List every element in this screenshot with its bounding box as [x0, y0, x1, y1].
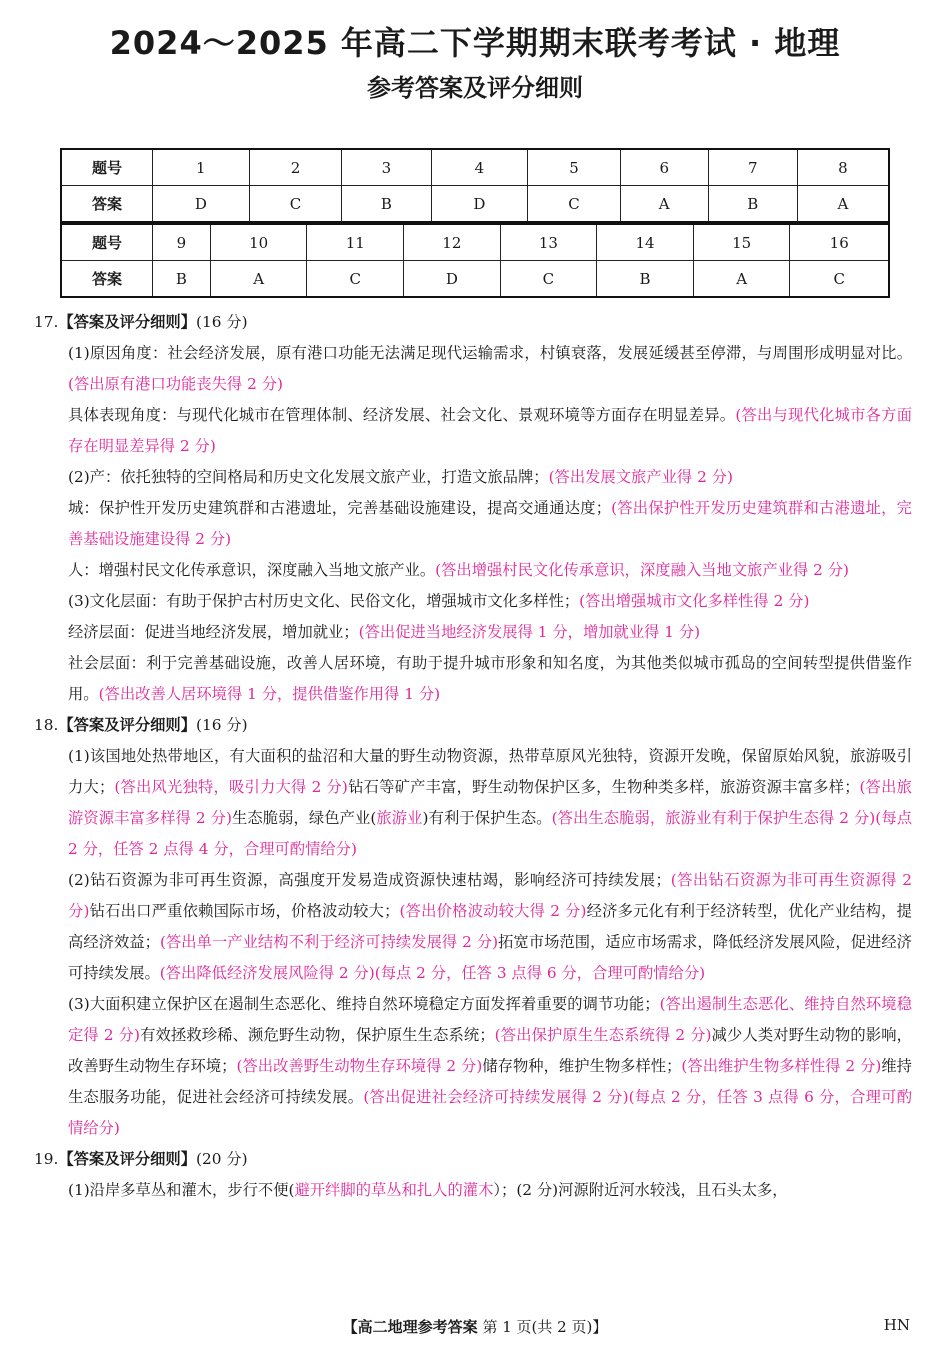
scoring-note: (答出与现代化城市各方面存在明显差异得 2 分): [68, 406, 912, 455]
answer-paragraph: [68, 989, 912, 1144]
answer-text: (2)产：依托独特的空间格局和历史文化发展文旅产业，打造文旅品牌；: [68, 468, 549, 486]
answer-cell: C: [500, 261, 597, 298]
answer-text: 城：保护性开发历史建筑群和古港遗址，完善基础设施建设，提高交通通达度；: [68, 499, 612, 517]
answer-paragraph: [68, 400, 912, 462]
answer-text: 储存物种，维护生物多样性；: [482, 1057, 682, 1075]
question-number: 18.: [34, 716, 59, 734]
answer-text: (1)原因角度：社会经济发展，原有港口功能无法满足现代运输需求，村镇衰落，发展延缓甚至停滞，与周围形成明显对比。: [68, 344, 912, 362]
answer-cell: C: [249, 186, 342, 223]
answer-cell: B: [597, 261, 694, 298]
question-number: 12: [404, 224, 501, 261]
answer-cell: C: [307, 261, 404, 298]
answer-paragraph: [68, 865, 912, 989]
question-head-label: 【答案及评分细则】: [58, 313, 197, 331]
answer-paragraph: [68, 741, 912, 865]
question-number: 4: [431, 149, 528, 186]
question-number-row: [61, 224, 889, 261]
answer-text: 具体表现角度：与现代化城市在管理体制、经济发展、社会文化、景观环境等方面存在明显差异。: [68, 406, 736, 424]
question-points: (16 分): [196, 313, 248, 331]
question-number: 7: [708, 149, 797, 186]
answer-text: (2)钻石资源为非可再生资源，高强度开发易造成资源快速枯竭，影响经济可持续发展；: [68, 871, 671, 889]
scoring-note: (答出原有港口功能丧失得 2 分): [68, 375, 283, 393]
question-number: 16: [790, 224, 889, 261]
question-number: 5: [528, 149, 621, 186]
scoring-note: 旅游业: [376, 809, 423, 827]
question-number: 19.: [34, 1150, 59, 1168]
answer-label: 答案: [61, 186, 153, 223]
answer-cell: B: [153, 261, 211, 298]
answer-text: ）；(2 分)河源附近河水较浅，且石头太多，: [493, 1181, 788, 1199]
question-points: (20 分): [196, 1150, 248, 1168]
answer-text: )有利于保护生态。: [422, 809, 552, 827]
answer-paragraph: [68, 617, 912, 648]
answer-text: 减少人类对野生动物的影响，改善野生动物生存环境；: [68, 1026, 912, 1075]
question-head-label: 【答案及评分细则】: [58, 1150, 197, 1168]
scoring-note: (答出改善人居环境得 1 分，提供借鉴作用得 1 分): [98, 685, 441, 703]
scoring-note: (答出增强城市文化多样性得 2 分): [579, 592, 810, 610]
answer-paragraph: [68, 586, 912, 617]
answer-cell: A: [693, 261, 790, 298]
scoring-note: (答出促进当地经济发展得 1 分，增加就业得 1 分): [358, 623, 701, 641]
scoring-note: (答出价格波动较大得 2 分): [399, 902, 587, 920]
answer-text: (3)文化层面：有助于保护古村历史文化、民俗文化，增强城市文化多样性；: [68, 592, 580, 610]
scoring-note: (答出保护原生生态系统得 2 分): [494, 1026, 712, 1044]
answer-row: [61, 261, 889, 298]
question-number: 2: [249, 149, 342, 186]
answer-text: 维持生态服务功能，促进社会经济可持续发展。: [68, 1057, 912, 1106]
answer-paragraph: [68, 555, 912, 586]
question-number-row: [61, 149, 889, 186]
scoring-note: (答出降低经济发展风险得 2 分)(每点 2 分，任答 3 点得 6 分，合理可酌情给分): [159, 964, 706, 982]
question-label: 题号: [61, 224, 153, 261]
question-number: 8: [797, 149, 889, 186]
scoring-note: (答出遏制生态恶化、维持自然环境稳定得 2 分): [68, 995, 912, 1044]
answer-paragraph: [68, 493, 912, 555]
question-heading: [34, 710, 912, 741]
question-number: 11: [307, 224, 404, 261]
answer-text: 社会层面：利于完善基础设施，改善人居环境，有助于提升城市形象和知名度，为其他类似城市孤岛的空间转型提供借鉴作用。: [68, 654, 912, 703]
question-points: (16 分): [196, 716, 248, 734]
answer-table-2: [60, 223, 890, 298]
question-number: 17.: [34, 313, 59, 331]
answer-table-1: [60, 148, 890, 223]
answer-cell: A: [620, 186, 708, 223]
page-title: 2024～2025 年高二下学期期末联考考试 · 地理: [109, 24, 841, 62]
answer-text: 钻石等矿产丰富，野生动物保护区多，生物种类多样，旅游资源丰富多样；: [347, 778, 860, 796]
answer-row: [61, 186, 889, 223]
question-number: 13: [500, 224, 597, 261]
answer-text: 经济层面：促进当地经济发展，增加就业；: [68, 623, 359, 641]
answer-cell: D: [153, 186, 250, 223]
question-number: 3: [342, 149, 431, 186]
answer-text: 有效拯救珍稀、濒危野生动物，保护原生生态系统；: [139, 1026, 495, 1044]
scoring-note: (答出改善野生动物生存环境得 2 分): [236, 1057, 483, 1075]
answer-cell: C: [790, 261, 889, 298]
scoring-note: (答出单一产业结构不利于经济可持续发展得 2 分): [159, 933, 499, 951]
answer-text: 经济多元化有利于经济转型，优化产业结构，提高经济效益；: [68, 902, 912, 951]
question-label: 题号: [61, 149, 153, 186]
scoring-note: (答出生态脆弱，旅游业有利于保护生态得 2 分)(每点 2 分，任答 2 点得 4 分，合理可酌情给分): [68, 809, 912, 858]
answer-cell: B: [342, 186, 431, 223]
answer-cell: D: [404, 261, 501, 298]
scoring-note: (答出保护性开发历史建筑群和古港遗址，完善基础设施建设得 2 分): [68, 499, 912, 548]
question-number: 15: [693, 224, 790, 261]
footer-page-number: 第 1 页(共 2 页)】: [482, 1318, 608, 1336]
scoring-note: 避开绊脚的草丛和扎人的灌木: [294, 1181, 494, 1199]
answer-paragraph: [68, 462, 912, 493]
question-number: 6: [620, 149, 708, 186]
scoring-note: (答出增强村民文化传承意识，深度融入当地文旅产业得 2 分): [435, 561, 849, 579]
answer-text: 拓宽市场范围，适应市场需求，降低经济发展风险，促进经济可持续发展。: [68, 933, 912, 982]
answer-cell: C: [528, 186, 621, 223]
question-number: 10: [210, 224, 307, 261]
question-head-label: 【答案及评分细则】: [58, 716, 197, 734]
answer-cell: B: [708, 186, 797, 223]
scoring-note: (答出风光独特，吸引力大得 2 分): [114, 778, 348, 796]
question-heading: [34, 1144, 912, 1175]
footer-label: 【高二地理参考答案: [342, 1318, 478, 1336]
answer-label: 答案: [61, 261, 153, 298]
answer-cell: A: [210, 261, 307, 298]
answer-text: (1)沿岸多草丛和灌木，步行不便(: [68, 1181, 295, 1199]
answer-text: 钻石出口严重依赖国际市场，价格波动较大；: [89, 902, 400, 920]
question-number: 14: [597, 224, 694, 261]
page-subtitle: 参考答案及评分细则: [367, 74, 583, 102]
answer-paragraph: [68, 1175, 912, 1206]
region-code: HN: [883, 1316, 910, 1334]
answer-text: 生态脆弱，绿色产业(: [231, 809, 377, 827]
question-number: 9: [153, 224, 211, 261]
scoring-note: (答出发展文旅产业得 2 分): [548, 468, 733, 486]
answer-paragraph: [68, 338, 912, 400]
scoring-note: (答出促进社会经济可持续发展得 2 分)(每点 2 分，任答 3 点得 6 分，合理可酌情给分): [68, 1088, 912, 1137]
scoring-note: (答出维护生物多样性得 2 分): [681, 1057, 882, 1075]
answer-cell: D: [431, 186, 528, 223]
answer-cell: A: [797, 186, 889, 223]
answer-text: (3)大面积建立保护区在遏制生态恶化、维持自然环境稳定方面发挥着重要的调节功能；: [68, 995, 660, 1013]
scoring-note: (答出钻石资源为非可再生资源得 2 分): [68, 871, 912, 920]
answer-explanations: [34, 307, 912, 1206]
page-footer: [0, 1316, 950, 1337]
scoring-note: (答出旅游资源丰富多样得 2 分): [68, 778, 912, 827]
answer-text: 人：增强村民文化传承意识，深度融入当地文旅产业。: [68, 561, 436, 579]
question-number: 1: [153, 149, 250, 186]
answer-paragraph: [68, 648, 912, 710]
question-heading: [34, 307, 912, 338]
answer-text: (1)该国地处热带地区，有大面积的盐沼和大量的野生动物资源，热带草原风光独特，资源开发晚，保留原始风貌，旅游吸引力大；: [68, 747, 912, 796]
